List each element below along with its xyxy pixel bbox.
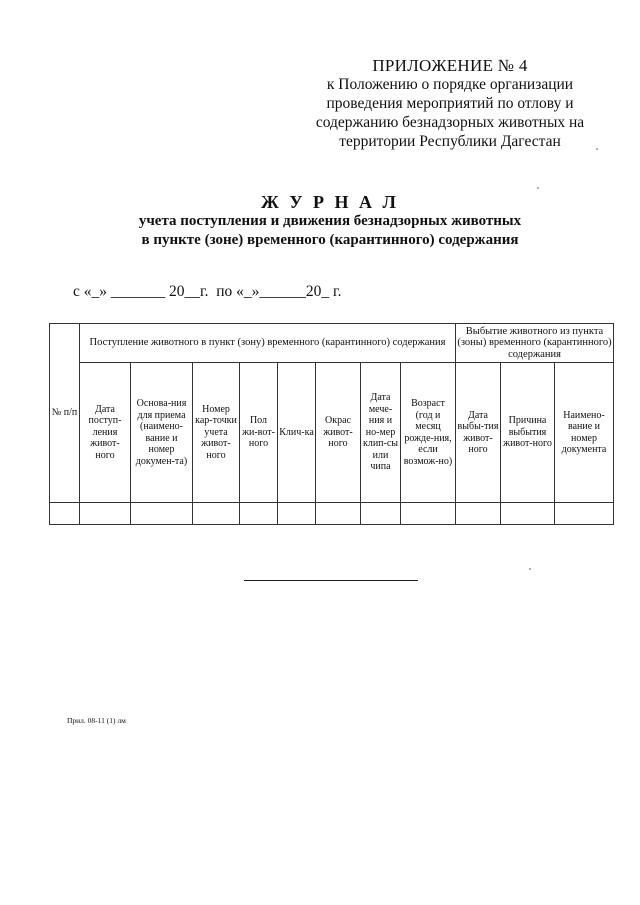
scan-speck (596, 148, 598, 150)
appendix-line: содержанию безнадзорных животных на (315, 114, 585, 131)
table-cell (131, 503, 193, 525)
scan-speck (537, 187, 539, 189)
table-cell (80, 503, 131, 525)
header-cell: Основа-ния для приема (наимено-вание и номер докумен-та) (131, 363, 193, 503)
header-group-intake: Поступление животного в пункт (зону) временного (карантинного) содержания (80, 324, 456, 363)
table-cell (316, 503, 361, 525)
header-cell: Дата поступ-ления живот-ного (80, 363, 131, 503)
journal-title: Ж У Р Н А Л (261, 192, 399, 212)
table-cell (401, 503, 456, 525)
separator-line (244, 580, 418, 581)
table-cell (456, 503, 501, 525)
header-cell: Наимено-вание и номер документа (555, 363, 614, 503)
footer-note: Прил. 08-11 (1) лм (67, 716, 126, 725)
table-cell (193, 503, 240, 525)
header-number: № п/п (50, 324, 80, 503)
journal-heading (120, 193, 540, 250)
header-cell: Причина выбытия живот-ного (501, 363, 555, 503)
header-cell: Окрас живот-ного (316, 363, 361, 503)
header-cell: Номер кар-точки учета живот-ного (193, 363, 240, 503)
header-cell: Дата выбы-тия живот-ного (456, 363, 501, 503)
table-cell (50, 503, 80, 525)
appendix-title: ПРИЛОЖЕНИЕ № 4 (372, 56, 528, 75)
appendix-line: к Положению о порядке организации (326, 76, 574, 93)
appendix-block (300, 56, 600, 151)
table-cell (555, 503, 614, 525)
table-cell (501, 503, 555, 525)
header-group-exit: Выбытие животного из пункта (зоны) временного (карантинного) содержания (456, 324, 614, 363)
scan-speck (529, 568, 531, 570)
period-line: с «_» _______ 20__г. по «_»______20_ г. (73, 283, 342, 300)
header-cell: Возраст (год и месяц рожде-ния, если возмож-но) (401, 363, 456, 503)
header-cell: Клич-ка (278, 363, 316, 503)
header-cell: Пол жи-вот-ного (240, 363, 278, 503)
table-cell (278, 503, 316, 525)
journal-subtitle-line: учета поступления и движения безнадзорных животных (138, 213, 522, 229)
table-cell (361, 503, 401, 525)
appendix-line: проведения мероприятий по отлову и (326, 95, 574, 112)
registry-table (49, 323, 614, 525)
appendix-line: территории Республики Дагестан (339, 133, 561, 150)
header-cell: Дата мече-ния и но-мер клип-сы или чипа (361, 363, 401, 503)
journal-subtitle-line: в пункте (зоне) временного (карантинного) содержания (141, 232, 519, 248)
table-cell (240, 503, 278, 525)
table-row (50, 503, 614, 525)
